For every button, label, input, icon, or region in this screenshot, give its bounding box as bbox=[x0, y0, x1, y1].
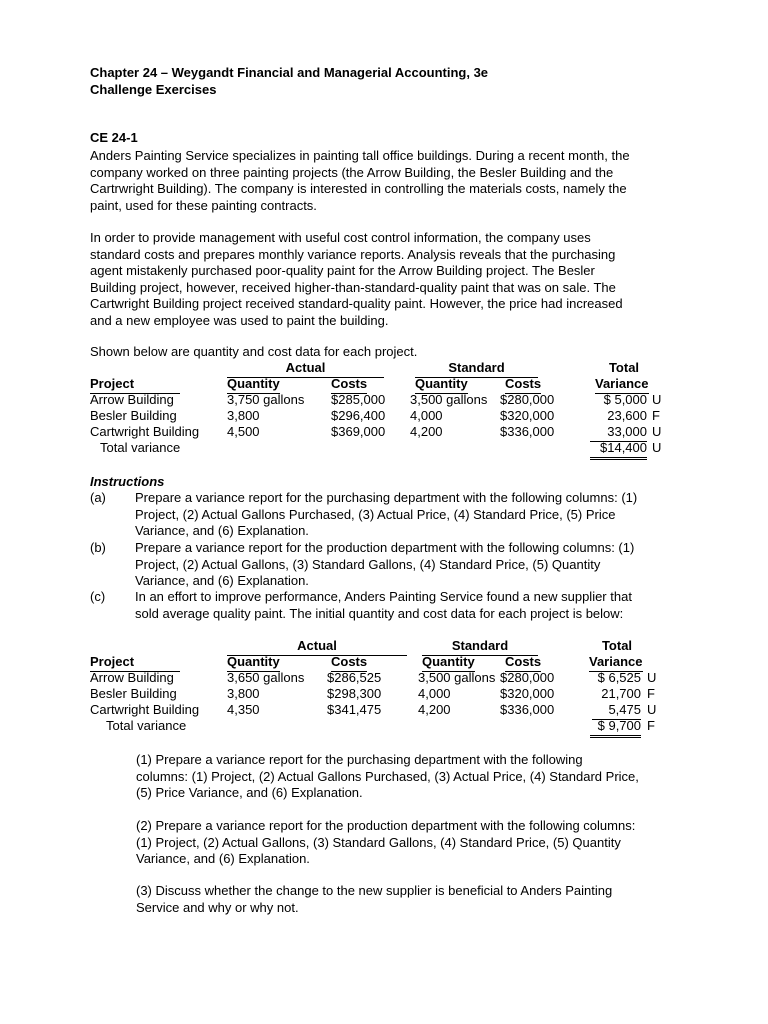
title-line-2: Challenge Exercises bbox=[90, 82, 217, 97]
total-variance-value: $ 9,700 bbox=[590, 718, 641, 738]
row-variance-flag: U bbox=[652, 392, 662, 407]
instruction-b-text: Prepare a variance report for the production department with the following columns: (1) Project, (2) Actual Gallons, (3) Standard Gallons, (4) Standard Price, (5) Quantity Variance, and (6) Explanation. bbox=[135, 540, 635, 588]
row-actual-quantity: 4,500 bbox=[227, 424, 260, 439]
col-actual-quantity-header: Quantity bbox=[227, 654, 280, 672]
row-actual-costs: $296,400 bbox=[331, 408, 386, 423]
row-standard-quantity: 3,500 gallons bbox=[410, 392, 488, 407]
row-variance: 23,600 bbox=[607, 408, 647, 423]
instruction-a-letter: (a) bbox=[90, 490, 106, 505]
instruction-a-text: Prepare a variance report for the purchasing department with the following columns: (1) Project, (2) Actual Gallons Purchased, (3) Actual Price, (4) Standard Price, (5) Price Variance, and (6) Explanation. bbox=[135, 490, 638, 538]
row-variance: $ 5,000 bbox=[603, 392, 647, 407]
total-variance-flag: U bbox=[652, 440, 662, 455]
row-actual-costs: $298,300 bbox=[327, 686, 382, 701]
row-variance-flag: U bbox=[647, 670, 657, 685]
row-actual-quantity: 3,650 gallons bbox=[227, 670, 305, 685]
col-standard-costs-header: Costs bbox=[505, 376, 541, 394]
col-project-header: Project bbox=[90, 654, 180, 672]
row-standard-quantity: 3,500 gallons bbox=[418, 670, 496, 685]
row-variance: 5,475 bbox=[592, 702, 641, 720]
row-standard-quantity: 4,200 bbox=[418, 702, 451, 717]
col-standard-quantity-header: Quantity bbox=[422, 654, 475, 672]
row-variance-flag: F bbox=[652, 408, 660, 423]
col-standard-quantity-header: Quantity bbox=[415, 376, 468, 394]
row-actual-quantity: 3,750 gallons bbox=[227, 392, 305, 407]
col-variance-header: Variance bbox=[595, 376, 649, 394]
row-project: Arrow Building bbox=[90, 670, 174, 685]
total-variance-value: $14,400 bbox=[590, 440, 647, 460]
exercise-id: CE 24-1 bbox=[90, 130, 138, 145]
row-standard-quantity: 4,000 bbox=[410, 408, 443, 423]
row-actual-quantity: 4,350 bbox=[227, 702, 260, 717]
intro-paragraph-1: Anders Painting Service specializes in painting tall office buildings. During a recent month, the company worked on three painting projects (the Arrow Building, the Besler Building and the Cartrwright Building). The company is interested in controlling the materials costs, namely the paint, used for these painting contracts. bbox=[90, 148, 630, 213]
row-variance-flag: U bbox=[652, 424, 662, 439]
group-actual-header: Actual bbox=[227, 360, 384, 378]
total-variance-label: Total variance bbox=[100, 440, 181, 455]
group-standard-header: Standard bbox=[422, 638, 538, 656]
instruction-c-letter: (c) bbox=[90, 589, 106, 604]
row-standard-costs: $336,000 bbox=[500, 702, 555, 717]
row-actual-costs: $369,000 bbox=[331, 424, 386, 439]
row-variance: 21,700 bbox=[601, 686, 641, 701]
instruction-b-letter: (b) bbox=[90, 540, 106, 555]
group-total-header: Total bbox=[601, 638, 633, 653]
row-variance: $ 6,525 bbox=[597, 670, 641, 685]
row-project: Cartwright Building bbox=[90, 424, 200, 439]
row-variance: 33,000 bbox=[590, 424, 647, 442]
row-actual-costs: $341,475 bbox=[327, 702, 382, 717]
instruction-c-text: In an effort to improve performance, Anders Painting Service found a new supplier that sold average quality paint. The initial quantity and cost data for each project is below: bbox=[135, 589, 632, 621]
row-actual-quantity: 3,800 bbox=[227, 408, 260, 423]
subitem-2: (2) Prepare a variance report for the production department with the following columns: (1) Project, (2) Actual Gallons, (3) Standard Gallons, (4) Standard Price, (5) Quantity Variance, and (6) Explanation. bbox=[136, 818, 636, 866]
row-actual-quantity: 3,800 bbox=[227, 686, 260, 701]
row-standard-costs: $280,000 bbox=[500, 392, 555, 407]
intro-paragraph-3: Shown below are quantity and cost data for each project. bbox=[90, 344, 418, 359]
row-variance-flag: U bbox=[647, 702, 657, 717]
row-standard-costs: $320,000 bbox=[500, 686, 555, 701]
row-standard-costs: $280,000 bbox=[500, 670, 555, 685]
row-project: Cartwright Building bbox=[90, 702, 200, 717]
row-standard-costs: $320,000 bbox=[500, 408, 555, 423]
row-project: Besler Building bbox=[90, 686, 177, 701]
row-standard-quantity: 4,200 bbox=[410, 424, 443, 439]
row-variance-flag: F bbox=[647, 686, 655, 701]
group-actual-header: Actual bbox=[227, 638, 407, 656]
row-standard-costs: $336,000 bbox=[500, 424, 555, 439]
row-actual-costs: $285,000 bbox=[331, 392, 386, 407]
col-standard-costs-header: Costs bbox=[505, 654, 541, 672]
col-actual-costs-header: Costs bbox=[331, 654, 367, 672]
col-project-header: Project bbox=[90, 376, 180, 394]
group-total-header: Total bbox=[608, 360, 640, 375]
total-variance-label: Total variance bbox=[106, 718, 187, 733]
row-standard-quantity: 4,000 bbox=[418, 686, 451, 701]
subitem-1: (1) Prepare a variance report for the purchasing department with the following columns: (1) Project, (2) Actual Gallons Purchased, (3) Actual Price, (4) Standard Price, (5) Price Variance, and (6) Explanation. bbox=[136, 752, 639, 800]
instructions-heading: Instructions bbox=[90, 474, 165, 489]
group-standard-header: Standard bbox=[415, 360, 538, 378]
col-actual-quantity-header: Quantity bbox=[227, 376, 280, 394]
col-variance-header: Variance bbox=[589, 654, 643, 672]
row-project: Arrow Building bbox=[90, 392, 174, 407]
row-project: Besler Building bbox=[90, 408, 177, 423]
total-variance-flag: F bbox=[647, 718, 655, 733]
col-actual-costs-header: Costs bbox=[331, 376, 367, 394]
title-line-1: Chapter 24 – Weygandt Financial and Managerial Accounting, 3e bbox=[90, 65, 489, 80]
row-actual-costs: $286,525 bbox=[327, 670, 382, 685]
intro-paragraph-2: In order to provide management with useful cost control information, the company uses standard costs and prepares monthly variance reports. Analysis reveals that the purchasing agent mistakenly purchased poor-quality paint for the Arrow Building project. The Besler Building project, however, received higher-than-standard-quality paint that was on sale. The Cartwright Building project received standard-quality paint. However, the price had increased and a new employee was used to paint the building. bbox=[90, 230, 623, 328]
document-title bbox=[90, 64, 488, 98]
subitem-3: (3) Discuss whether the change to the new supplier is beneficial to Anders Painting Service and why or why not. bbox=[136, 883, 613, 915]
